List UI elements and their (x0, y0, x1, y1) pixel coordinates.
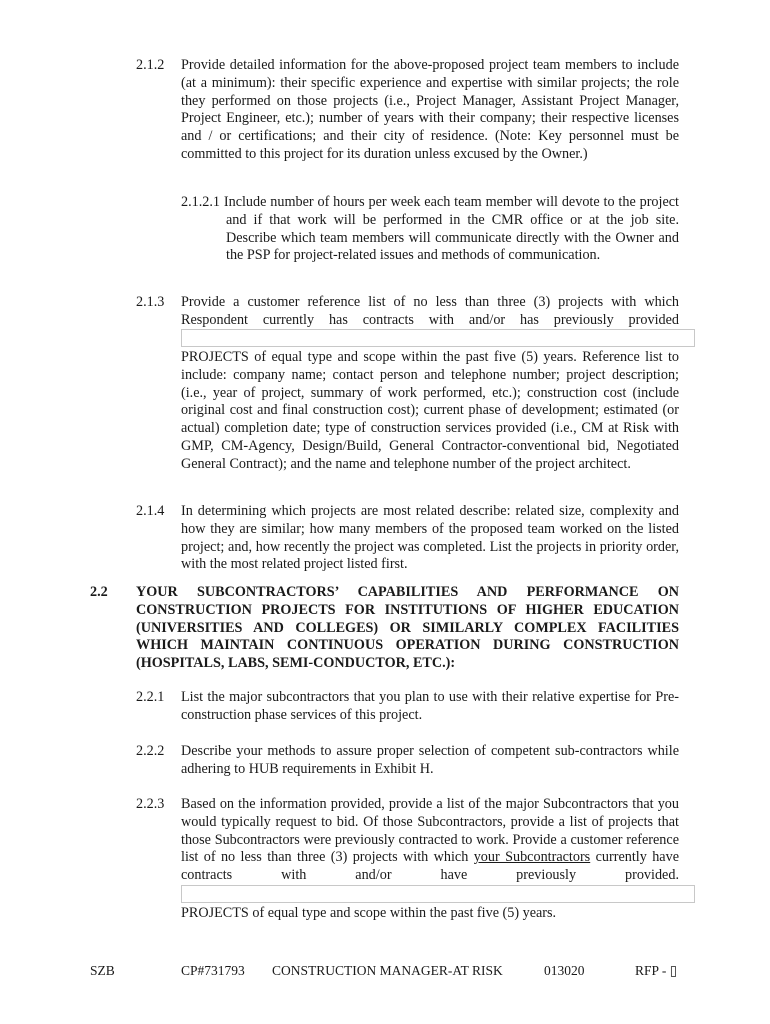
section-2-1-2 (136, 57, 679, 164)
section-text: In determining which projects are most related describe: related size, complexity and how they are similar; how many members of the proposed team worked on the listed project; and, how recently the project was completed. List the projects in priority order, with the most related project listed first. (181, 503, 679, 573)
footer-code: 013020 (544, 963, 585, 978)
footer-page-number: RFP - ▯ (635, 963, 678, 978)
section-text: 2.1.2.1 Include number of hours per week each team member will devote to the project and if that work will be performed in the CMR office or at the job site. Describe which team members will communicate directly with the Owner and the PSP for project-related issues and methods of communication. (181, 194, 679, 264)
section-text: Describe your methods to assure proper selection of competent sub-contractors while adhering to HUB requirements in Exhibit H. (181, 743, 679, 777)
section-text: Provide detailed information for the above-proposed project team members to include (at a minimum): their specific experience and expertise with similar projects; the role they performed on those projects (i.e., Project Manager, Assistant Project Manager, Project Engineer, etc.); number of years with their company; their respective licenses and / or certifications; and their city of residence. (Note: Key personnel must be committed to this project for its duration unless excused by the Owner.) (181, 57, 679, 162)
section-2-1-3 (136, 294, 679, 330)
section-2-2-3 (136, 796, 679, 885)
section-number: 2.2.1 (136, 689, 165, 705)
section-number: 2.2.3 (136, 796, 165, 812)
footer-project-number: CP#731793 (181, 963, 245, 978)
section-number: 2.2 (90, 584, 108, 600)
footer-title: CONSTRUCTION MANAGER-AT RISK (272, 963, 503, 978)
section-heading-text: YOUR SUBCONTRACTORS’ CAPABILITIES AND PERFORMANCE ON CONSTRUCTION PROJECTS FOR INSTITUTIONS OF HIGHER EDUCATION (UNIVERSITIES AND COLLEGES) OR SIMILARLY COMPLEX FACILITIES WHICH MAINTAIN CONTINUOUS OPERATION DURING CONSTRUCTION (HOSPITALS, LABS, SEMI-CONDUCTOR, ETC.): (136, 584, 679, 672)
section-text-part: Based on the information provided, provide a list of the major Subcontractors that you would typically request to bid. Of those Subcontractors, provide a list of projects that those Subcontractors were previously contracted to work. Provide a customer reference list of no less than three (3) projects with which (181, 796, 679, 866)
section-2-2-1 (136, 689, 679, 725)
section-2-2-3-continued (181, 905, 679, 923)
section-2-1-4 (136, 503, 679, 574)
section-2-1-2-1 (181, 194, 679, 265)
form-field-blank[interactable] (181, 329, 695, 347)
section-text-part: currently have contracts with and/or have previously provided. (181, 849, 679, 884)
section-text: PROJECTS of equal type and scope within the past five (5) years. Reference list to include: company name; contact person and telephone number; project description; (i.e., year of project, summary of work performed, etc.); construction cost (include original cost and final construction cost); current phase of development; estimated (or actual) completion date; type of construction services provided (i.e., CM at Risk with GMP, CM-Agency, Design/Build, General Contractor-conventional bid, Negotiated General Contract); and the name and telephone number of the project architect. (181, 349, 679, 472)
section-number: 2.2.2 (136, 743, 165, 759)
section-2-2-2 (136, 743, 679, 779)
section-text: PROJECTS of equal type and scope within the past five (5) years. (181, 905, 557, 921)
section-text: List the major subcontractors that you plan to use with their relative expertise for Pre-construction phase services of this project. (181, 689, 679, 723)
section-number: 2.1.4 (136, 503, 165, 519)
underlined-text: your Subcontractors (473, 849, 591, 866)
section-2-1-3-continued (181, 349, 679, 474)
section-2-2-heading (90, 584, 679, 673)
form-field-blank[interactable] (181, 885, 695, 903)
section-text: Provide a customer reference list of no less than three (3) projects with which Respondent currently has contracts with and/or has previously provided (181, 294, 679, 328)
section-text (181, 796, 679, 885)
footer-initials: SZB (90, 963, 115, 978)
section-number: 2.1.3 (136, 294, 165, 310)
section-number: 2.1.2 (136, 57, 165, 73)
